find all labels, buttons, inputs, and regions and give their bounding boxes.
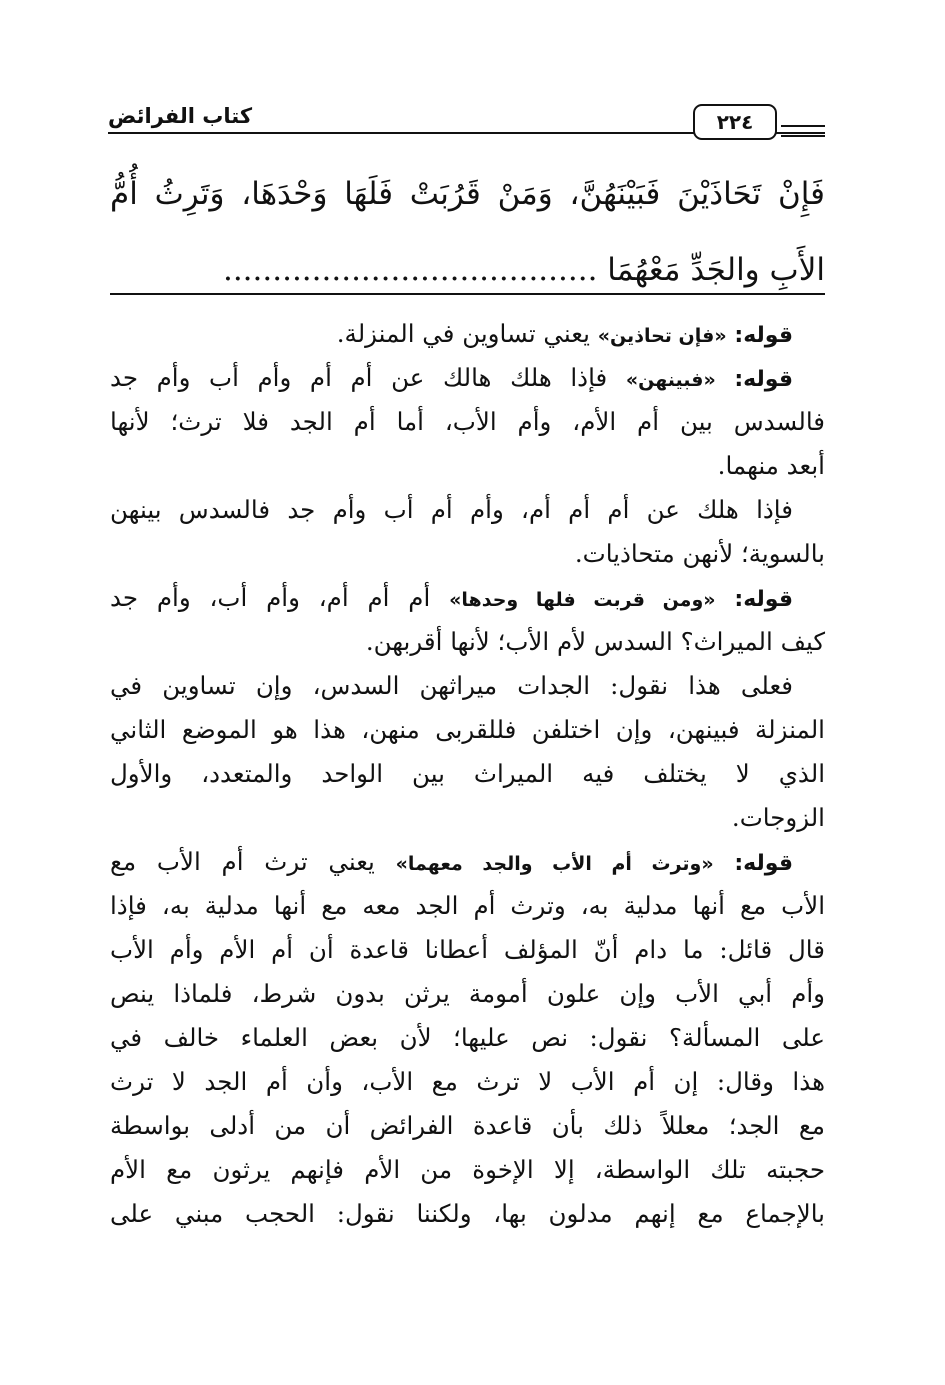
- text-line: [110, 356, 825, 400]
- text-line: مع الجد؛ معللاً ذلك بأن قاعدة الفرائض أن من أدلى بواسطة: [110, 1111, 825, 1140]
- text-line: هذا وقال: إن أم الأب لا ترث مع الأب، وأن أم الجد لا ترث: [110, 1067, 825, 1096]
- text-line: أبعد منهما.: [717, 451, 825, 480]
- line-text: يعني ترث أم الأب مع: [110, 847, 375, 876]
- text-line: حجبته تلك الواسطة، إلا الإخوة من الأم فإنهم يرثون مع الأم: [110, 1155, 825, 1184]
- line-text: أم أم أم، وأم أب، وأم جد: [110, 583, 431, 612]
- paragraph: [110, 840, 825, 1236]
- commentary: [110, 312, 825, 1236]
- text-line: [110, 576, 825, 620]
- paragraph: [110, 488, 825, 576]
- page-number-rules: [781, 125, 825, 137]
- lead-word: قوله:: [734, 851, 793, 876]
- paragraph: [110, 312, 825, 356]
- text-line: كيف الميراث؟ السدس لأم الأب؛ لأنها أقربهن.: [365, 627, 825, 656]
- lead-word: قوله:: [734, 367, 793, 392]
- text-line: وأم أبي الأب وإن علون أمومة يرثن بدون شرط، فلماذا ينص: [110, 979, 825, 1008]
- text-line: الذي لا يختلف فيه الميراث بين الواحد والمتعدد، والأول: [110, 759, 825, 788]
- line-text: يعني تساوين في المنزلة.: [336, 319, 590, 348]
- text-line: الزوجات.: [731, 803, 825, 832]
- paragraph: [110, 356, 825, 488]
- book-title: كتاب الفرائض: [108, 104, 253, 128]
- matn-divider: [110, 293, 825, 295]
- text-line: الأب مع أنها مدلية به، وترث أم الجد معه مع أنها مدلية به، فإذا: [110, 891, 825, 920]
- text-line: فإذا هلك عن أم أم أم، وأم أم أب وأم جد فالسدس بينهن: [110, 495, 793, 524]
- lead-word: قوله:: [734, 323, 793, 348]
- page-header: [108, 104, 825, 150]
- line-text: فإذا هلك هالك عن أم أم وأم أب وأم جد: [110, 363, 608, 392]
- text-line: فالسدس بين أم الأم، وأم الأب، أما أم الجد فلا ترث؛ لأنها: [110, 407, 825, 436]
- text-line: بالسوية؛ لأنهن متحاذيات.: [574, 539, 825, 568]
- quoted-matn: «وترث أم الأب والجد معهما»: [395, 853, 714, 875]
- text-line: على المسألة؟ نقول: نص عليها؛ لأن بعض العلماء خالف في: [110, 1023, 825, 1052]
- quoted-matn: «ومن قربت فلها وحدها»: [449, 589, 716, 611]
- text-line: [110, 840, 825, 884]
- paragraph: [110, 664, 825, 840]
- paragraph: [110, 576, 825, 664]
- text-line: [110, 312, 825, 356]
- quoted-matn: «فبينهن»: [625, 369, 716, 391]
- matn-line: فَإِنْ تَحَاذَيْنَ فَبَيْنَهُنَّ، وَمَنْ قَرُبَتْ فَلَهَا وَحْدَهَا، وَتَرِثُ أُمُّ: [110, 176, 825, 212]
- text-line: قال قائل: ما دام أنّ المؤلف أعطانا قاعدة أن أم الأم وأم الأب: [110, 935, 825, 964]
- page-number: ٢٢٤: [693, 104, 777, 140]
- lead-word: قوله:: [734, 587, 793, 612]
- quoted-matn: «فإن تحاذين»: [597, 325, 727, 347]
- text-line: فعلى هذا نقول: الجدات ميراثهن السدس، وإن تساوين في: [110, 671, 793, 700]
- text-line: المنزلة فبينهن، وإن اختلفن فللقربى منهن، هذا هو الموضع الثاني: [110, 715, 825, 744]
- matn-text: [110, 156, 825, 308]
- matn-line: الأَبِ والجَدِّ مَعْهُمَا ......................................: [222, 252, 825, 288]
- text-line: بالإجماع مع إنهم مدلون بها، ولكننا نقول: الحجب مبني على: [110, 1199, 825, 1228]
